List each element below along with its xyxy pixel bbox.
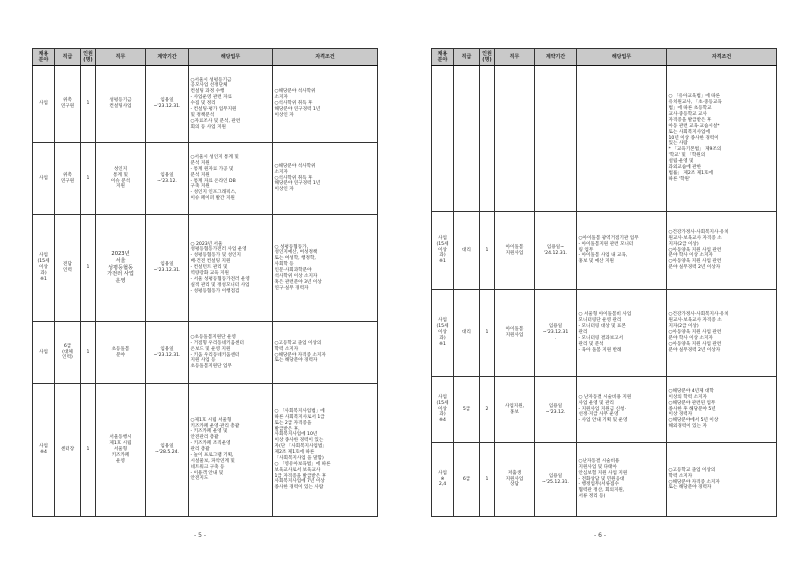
table-header-row — [33, 49, 378, 66]
cell-qualifications: ○해당분야 석사학위 소지자 ○석사학위 취득 후 해당분야 연구경력 1년 이상인 자 — [273, 66, 378, 143]
table-row — [432, 377, 777, 443]
cell-tasks: ○서울시 성평등기금 공모사업 선정단체 컨설팅 과정 수행 - 사업운영 관련 자료 수집 및 정리 - 컨설팅·평가 업무지원 및 정책분석 ○자료조사 및 분석, 관련 회의 등 사업 지원 — [189, 66, 273, 143]
cell-grade: 대리 — [454, 290, 480, 377]
cell-qualifications: ○건강가정사·사회복지사·유치 원교사·보육교사 자격증 소 지자(2급 이상) ○아동양육 지원 사업 관련 분야 학사 이상 소지자 ○아동양육 지원 사업 관련 분야 실무경력 2년 이상자 — [667, 212, 777, 290]
cell-duty: 2023년 서울 성평등협동 가전러 사업 운영 — [96, 215, 146, 322]
cell-count: 1 — [480, 212, 495, 290]
cell-field — [432, 66, 454, 212]
cell-period: 임용일 ~'28.5.24. — [146, 384, 189, 517]
cell-count: 1 — [81, 322, 96, 384]
cell-count: 1 — [81, 66, 96, 143]
cell-tasks: ○난자동결 시술비용 지원사업 및 다태아 안심보험 지원 사업 지원 - 전화상담 및 민원응대 - 행정업무(서류접수 협력관 정산, 회의지원, 서류 정리 등) — [577, 443, 667, 517]
header-duty: 직무 — [495, 49, 535, 66]
cell-grade — [454, 66, 480, 212]
cell-count — [480, 66, 495, 212]
cell-count: 1 — [480, 290, 495, 377]
header-grade: 직급 — [55, 49, 81, 66]
cell-field: 사업 (15세 이상 과) ※1 — [33, 215, 55, 322]
cell-field: 사업 (15세 이상 과) ※1 — [432, 212, 454, 290]
cell-tasks: ○아이돌봄 광역거점기관 업무 - 아이돌봄지원 관련 모니터 링 업무 - 아이돌봄 사업 내 교육, 홍보 및 예산 지원 — [577, 212, 667, 290]
cell-field: 사업 — [33, 66, 55, 143]
header-tasks: 해당업무 — [189, 49, 273, 66]
table-row — [432, 290, 777, 377]
header-grade: 직급 — [454, 49, 480, 66]
table-row — [432, 443, 777, 517]
header-qualifications: 자격조건 — [273, 49, 378, 66]
cell-period: 임용일~ '24.12.31. — [535, 212, 577, 290]
cell-qualifications: ○해당분야 석사학위 소지자 ○석사학위 취득 후 해당분야 연구경력 1년 이상인 자 — [273, 143, 378, 215]
recruitment-table-left — [32, 48, 378, 517]
cell-period — [535, 66, 577, 212]
table-header-row — [432, 49, 777, 66]
header-count: 인원 (명) — [81, 49, 96, 66]
cell-field: 사업 (15세 이상 과) ※1 — [432, 290, 454, 377]
cell-count: 1 — [81, 143, 96, 215]
cell-duty: 성인지 통계 및 이슈 분석 지원 — [96, 143, 146, 215]
cell-period: 임용일 ~'25.12.31. — [535, 443, 577, 517]
cell-tasks: ○ 서울형 아이돌봄비 사업 모니터링단 운영 관리 - 모니터링 대상 및 표본 관리 - 모니터링 결과보고서 관리 및 분석 - 육아 돌봄 지원 반례 — [577, 290, 667, 377]
cell-count: 1 — [81, 215, 96, 322]
cell-qualifications: ○고등학교 졸업 이상의 학력 소지자 ○해당분야 자격증 소지자 또는 해당분야 경력자 — [667, 443, 777, 517]
cell-field: 사업 — [33, 322, 55, 384]
cell-period: 임용일 ~'23.12.31 . — [535, 290, 577, 377]
cell-grade: 5급 — [454, 377, 480, 443]
cell-grade: 전담 인력 — [55, 215, 81, 322]
table-row — [33, 384, 378, 517]
cell-tasks — [577, 66, 667, 212]
header-duty: 직무 — [96, 49, 146, 66]
cell-grade: 대리 — [454, 212, 480, 290]
header-field: 채용 분야 — [432, 49, 454, 66]
table-row — [33, 322, 378, 384]
table-row — [33, 66, 378, 143]
cell-tasks: ○초등돌봄지원단 운영 - 거점형 우리동네키움센터 온보드 및 운영 지원 - 키움 우리동네키움센터 지원 사업 등 초등돌봄지원단 업무 — [189, 322, 273, 384]
cell-field: 사업 — [33, 143, 55, 215]
cell-period: 임용일 ~'23.12. — [535, 377, 577, 443]
header-period: 계약기간 — [146, 49, 189, 66]
cell-duty: 아이돌봄 지원사업 — [495, 290, 535, 377]
cell-grade: 6급 (대체 인력) — [55, 322, 81, 384]
cell-period: 임용일 ~'23.12.31. — [146, 322, 189, 384]
cell-duty: 초등돌봄 분야 — [96, 322, 146, 384]
recruitment-table-right — [431, 48, 777, 517]
right-page — [400, 0, 800, 566]
cell-period: 임용일 ~'23.12.31. — [146, 215, 189, 322]
cell-qualifications: ○ 「유아교육법」에 따른 유치원교사, 「초·중등교육 법」에 따른 초등학교 교사·중등학교 교사 자격증을 발급받은 후 아동 관련 교육·교습시설* 또는 사회복지사업에 10년 이상 종사한 경력이 있는 사람 * 「교육기본법」 제9조의 '학교' 및 「학원의 설립·운영 및 과외교습에 관한 법률」 제2조 제1호에 따른 '학원' — [667, 66, 777, 212]
cell-grade: 센터장 — [55, 384, 81, 517]
cell-grade: 위촉 연구원 — [55, 66, 81, 143]
cell-field: 사업 (15세 이상 과) ※4 — [432, 377, 454, 443]
cell-qualifications: ○해당분야 4년제 대학 이상의 학력 소지자 ○해당분야 관련된 업무 종사한 후 해당분야 5년 이상 경력자 ○해당분야에서 5년 이상 해외경력이 있는 자 — [667, 377, 777, 443]
cell-period: 임용일 ~'23.12. — [146, 143, 189, 215]
cell-duty: 저출생 지원사업 상담 — [495, 443, 535, 517]
page-number: - 6 - — [594, 532, 606, 539]
cell-duty: 사업지원, 홍보 — [495, 377, 535, 443]
header-period: 계약기간 — [535, 49, 577, 66]
cell-tasks: ○제1호 시립 서울형 키즈카페 운영·관리 총괄 - 키즈카페 운영 및 안전관리 총괄 - 키즈카페 조직운영 관리 총괄 - 놀이 프로그램 기획, 시설물보, 파악연계 및 네트워크 구축 등 - 이용객 안내 및 안전지도 — [189, 384, 273, 517]
cell-tasks: ○서울시 성인지 통계 및 분석 지원 - 통계 원자료 가공 및 분석 지원 - 통계 자료 온라인 DB 구축 지원 - 성인지 인포그래픽스, 이슈 페이퍼 발간 지원 — [189, 143, 273, 215]
cell-duty — [495, 66, 535, 212]
header-field: 채용 분야 — [33, 49, 55, 66]
cell-tasks: ○ 난자동결 시술비용 지원 사업 운영 및 관리 - 지원사업 지원금 신청· 선정·지급 사무 운영 - 사업 안내 기획 및 운영 — [577, 377, 667, 443]
cell-qualifications: ○ 성평등협동가, 성인지예산, 여성정책 또는 여성학, 행정학, 사회학 등 인문·사회과학분야 석사학위 이상 소지자 혹은 관련분야 3년 이상 연구·실무 경력자 — [273, 215, 378, 322]
cell-tasks: ○ 2023년 서울 성평등협동가전러 사업 운영 - 성평등협동가 및 성인지 배·건전 컨설팅 지원 - 컨설턴트 관리 및 역량강화 교육 지원 - 서울 성평등협동가전러 운영 실적 관리 및 정성모니터 사업 - 성평등협동가 이행점검 — [189, 215, 273, 322]
cell-grade: 위촉 연구원 — [55, 143, 81, 215]
cell-count: 2 — [480, 377, 495, 443]
cell-grade: 6급 — [454, 443, 480, 517]
table-row — [33, 143, 378, 215]
cell-qualifications: ○건강가정사·사회복지사·유치 원교사·보육교사 자격증 소 지자(2급 이상) ○아동양육 지원 사업 관련 분야 학사 이상 소지자 ○아동양육 지원 사업 관련 분야 실무경력 2년 이상자 — [667, 290, 777, 377]
table-row — [432, 212, 777, 290]
cell-qualifications: ○고등학교 졸업 이상의 학력 소지자 ○해당분야 자격증 소지자 또는 해당분야 경력자 — [273, 322, 378, 384]
cell-period: 임용일 ~'23.12.31. — [146, 66, 189, 143]
table-row — [33, 215, 378, 322]
header-qualifications: 자격조건 — [667, 49, 777, 66]
table-row — [432, 66, 777, 212]
cell-field: 사업 ※ 2,4 — [432, 443, 454, 517]
page-number: - 5 - — [194, 532, 206, 539]
header-count: 인원 (명) — [480, 49, 495, 66]
cell-qualifications: ○ 「사회복지사업법」에 따른 사회복지사로서 1급 또는 2급 자격증을 발급받은 후, 사회복지사업에 10년 이상 종사한 경력이 있는 자(단 「사회복지사업법」 제2조 제1호에 따른 「사회복지사업 을 말함) ○ 「영유아보육법」에 따른 보육교사로서 보육교사 1급 자격증을 발급받은 후 사회복지사업에 7년 이상 종사한 경력이 있는 사람 — [273, 384, 378, 517]
cell-count: 1 — [81, 384, 96, 517]
cell-field: 사업 ※4 — [33, 384, 55, 517]
cell-duty: 서울동행시 제1호 시립 서울형 키즈카페 운영 — [96, 384, 146, 517]
cell-duty: 성평등기금 컨설팅사업 — [96, 66, 146, 143]
header-tasks: 해당업무 — [577, 49, 667, 66]
cell-duty: 아이돌봄 지원사업 — [495, 212, 535, 290]
cell-count: 1 — [480, 443, 495, 517]
